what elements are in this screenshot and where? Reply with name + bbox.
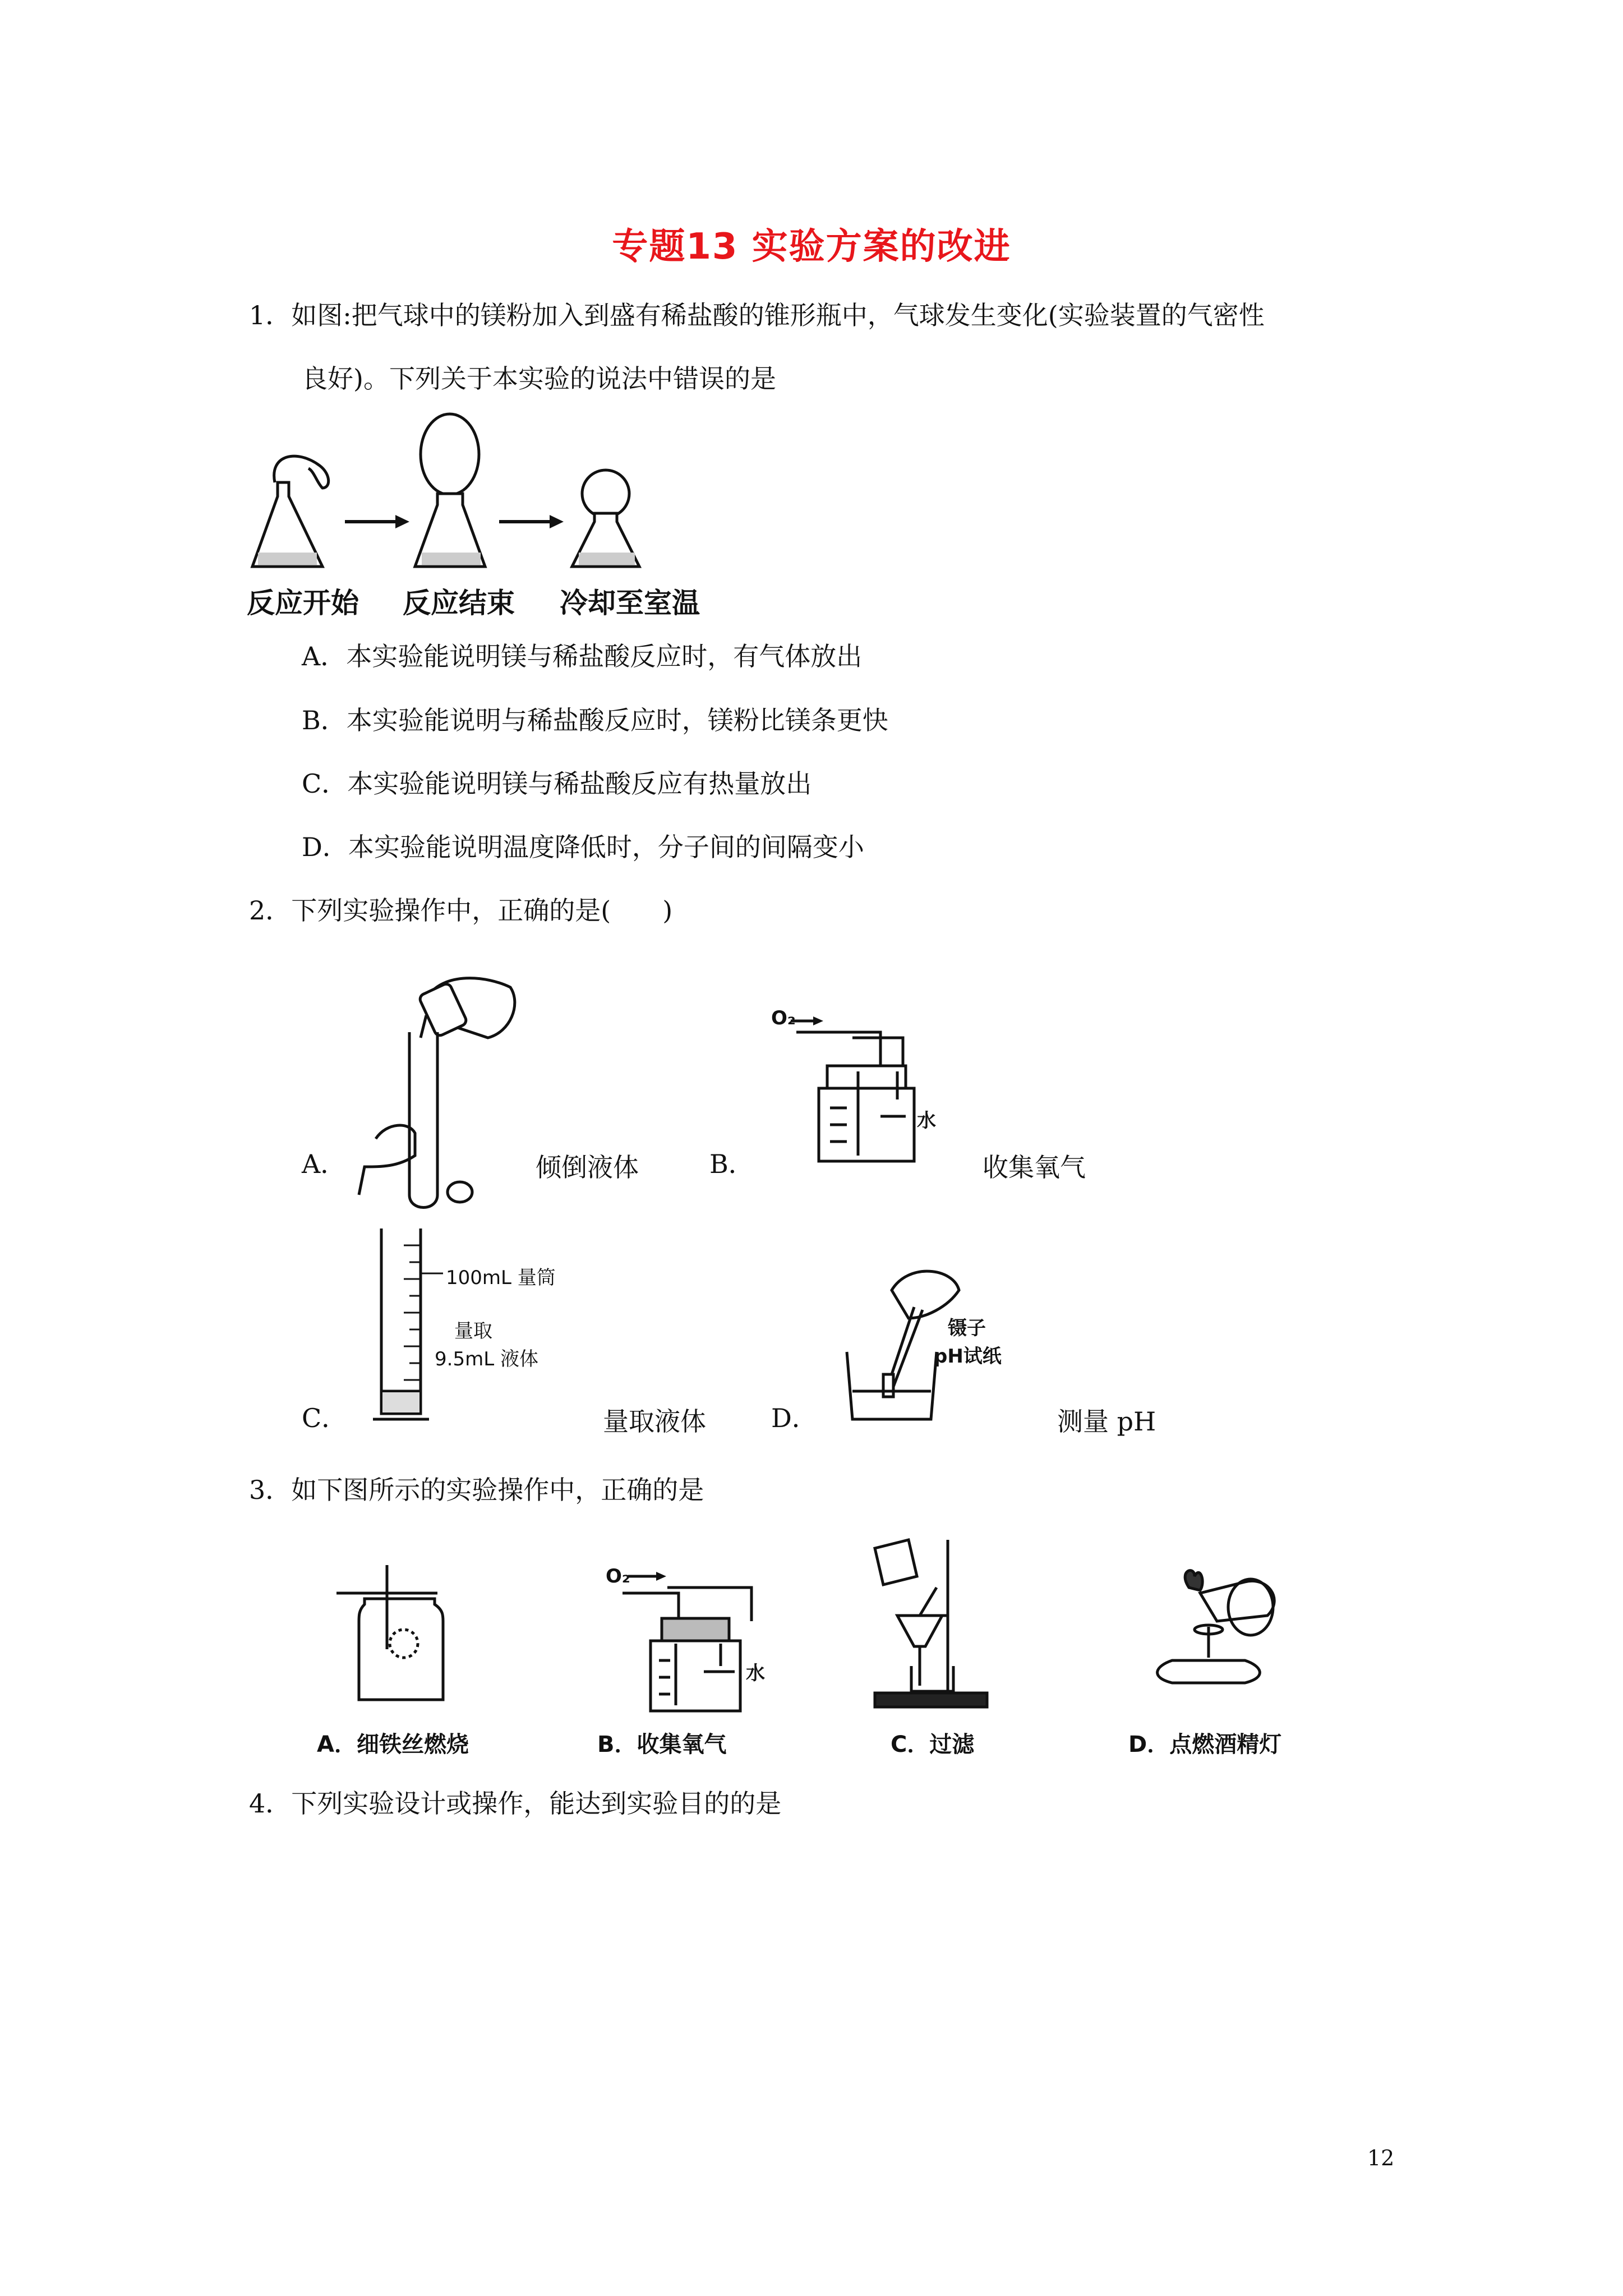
- q1-stem-line2: 良好)。下列关于本实验的说法中错误的是: [302, 364, 776, 394]
- flask-cooled: [572, 470, 639, 567]
- q2-option-b-letter: B．: [709, 1149, 754, 1179]
- q2-c-measure-label: 量取: [454, 1320, 492, 1342]
- q4-stem: 4．下列实验设计或操作，能达到实验目的的是: [249, 1788, 782, 1819]
- q2-b-water-label: 水: [917, 1110, 936, 1132]
- flask-reaction-end: [415, 414, 485, 567]
- q1-option-b: B．本实验能说明与稀盐酸反应时，镁粉比镁条更快: [302, 705, 888, 735]
- q1-option-a: A．本实验能说明镁与稀盐酸反应时，有气体放出: [302, 641, 863, 671]
- q1-label-end: 反应结束: [403, 587, 515, 619]
- q1-option-c: C．本实验能说明镁与稀盐酸反应有热量放出: [302, 769, 812, 799]
- q3-option-d: D．点燃酒精灯: [1128, 1732, 1282, 1757]
- q1-stem-line1: 1．如图:把气球中的镁粉加入到盛有稀盐酸的锥形瓶中，气球发生变化(实验装置的气密性: [249, 300, 1265, 330]
- q3-b-collect-oxygen-figure: [606, 1565, 785, 1722]
- q3-option-c: C．过滤: [891, 1732, 975, 1757]
- page-number: 12: [1367, 2146, 1395, 2170]
- q3-option-a: A．细铁丝燃烧: [317, 1732, 469, 1757]
- q2-c-volume-label: 9.5mL 液体: [435, 1348, 538, 1370]
- q2-b-o2-label: O₂: [771, 1007, 796, 1029]
- q2-stem: 2．下列实验操作中，正确的是( ): [249, 895, 673, 926]
- q3-stem: 3．如下图所示的实验操作中，正确的是: [249, 1475, 704, 1505]
- q1-option-d: D．本实验能说明温度降低时，分子间的间隔变小: [302, 832, 864, 862]
- q2-option-a-caption: 倾倒液体: [536, 1152, 639, 1182]
- q2-c-cylinder-label: 100mL 量筒: [446, 1267, 556, 1289]
- q2-d-ph-paper-label: pH试纸: [934, 1345, 1002, 1368]
- page-title: 专题13 实验方案的改进: [612, 226, 1011, 268]
- q2-a-pouring-figure: [342, 954, 527, 1217]
- q2-b-collect-oxygen-figure: [768, 1004, 953, 1172]
- q2-c-cylinder-figure: [370, 1223, 437, 1430]
- q2-option-d-caption: 测量 pH: [1057, 1406, 1156, 1437]
- q2-option-c-letter: C．: [302, 1403, 348, 1433]
- flask-reaction-start: [252, 456, 329, 567]
- q1-label-start: 反应开始: [247, 587, 359, 619]
- q3-option-b: B．收集氧气: [597, 1732, 727, 1757]
- q2-option-c-caption: 量取液体: [603, 1406, 706, 1437]
- q3-c-filtration-figure: [864, 1537, 1015, 1711]
- q2-option-b-caption: 收集氧气: [983, 1152, 1086, 1182]
- q1-label-cooled: 冷却至室温: [560, 587, 700, 619]
- q3-a-iron-wire-figure: [331, 1565, 460, 1705]
- q1-balloon-flask-figure: [247, 415, 735, 583]
- q2-option-a-letter: A．: [302, 1149, 347, 1179]
- q3-b-o2-label: O₂: [606, 1565, 630, 1588]
- q3-d-alcohol-lamp-figure: [1133, 1565, 1301, 1711]
- q2-option-d-letter: D．: [771, 1403, 818, 1433]
- q3-b-water-label: 水: [746, 1662, 765, 1685]
- q2-d-tweezers-label: 镊子: [948, 1317, 986, 1340]
